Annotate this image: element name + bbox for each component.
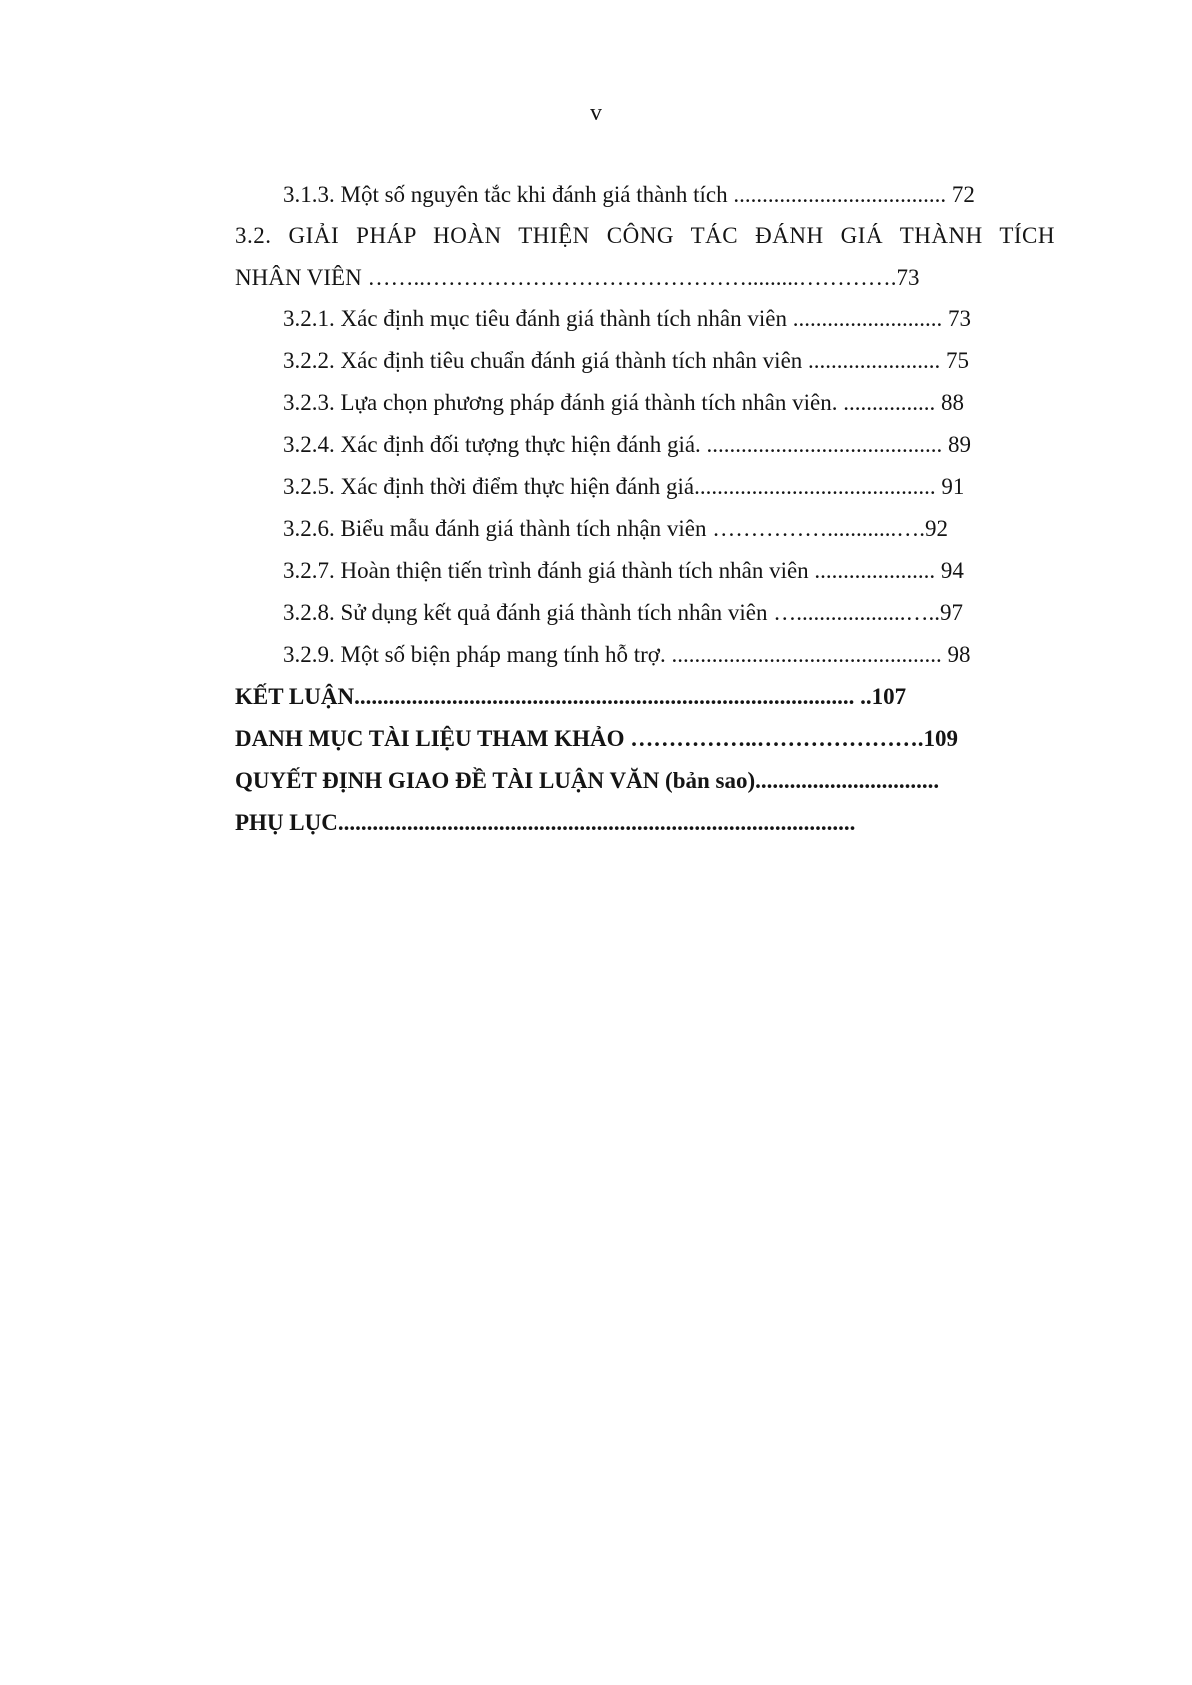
toc-entry-ket-luan[interactable]: KẾT LUẬN....................................................................................... ..107: [235, 684, 907, 709]
toc-entry-phu-luc[interactable]: PHỤ LỤC..........................................................................................: [235, 810, 856, 835]
toc-entry-3-2-1[interactable]: 3.2.1. Xác định mục tiêu đánh giá thành tích nhân viên .......................... 73: [283, 306, 971, 331]
toc-entry-3-2-heading[interactable]: 3.2. GIẢI PHÁP HOÀN THIỆN CÔNG TÁC ĐÁNH GIÁ THÀNH TÍCH: [235, 223, 1055, 248]
toc-entry-3-1-3[interactable]: 3.1.3. Một số nguyên tắc khi đánh giá thành tích ..................................... 72: [283, 182, 975, 207]
toc-entry-quyet-dinh[interactable]: QUYẾT ĐỊNH GIAO ĐỀ TÀI LUẬN VĂN (bản sao)................................: [235, 768, 940, 793]
toc-entry-3-2-5[interactable]: 3.2.5. Xác định thời điểm thực hiện đánh giá.......................................... 91: [283, 474, 965, 499]
toc-entry-3-2-9[interactable]: 3.2.9. Một số biện pháp mang tính hỗ trợ. ............................................... 98: [283, 642, 971, 667]
toc-entry-3-2-2[interactable]: 3.2.2. Xác định tiêu chuẩn đánh giá thành tích nhân viên ....................... 75: [283, 348, 970, 373]
toc-entry-3-2-4[interactable]: 3.2.4. Xác định đối tượng thực hiện đánh giá. ......................................... 89: [283, 432, 972, 457]
toc-entry-danh-muc-tai-lieu[interactable]: DANH MỤC TÀI LIỆU THAM KHẢO ……………..………………….109: [235, 726, 959, 751]
toc-entry-3-2-6[interactable]: 3.2.6. Biểu mẫu đánh giá thành tích nhận viên ……………............….92: [283, 516, 948, 541]
toc-entry-3-2-heading-cont[interactable]: NHÂN VIÊN ……..…………………………………….........………….73: [235, 265, 920, 290]
page-number: v: [590, 100, 602, 126]
toc-entry-3-2-7[interactable]: 3.2.7. Hoàn thiện tiến trình đánh giá thành tích nhân viên ..................... 94: [283, 558, 964, 583]
toc-entry-3-2-3[interactable]: 3.2.3. Lựa chọn phương pháp đánh giá thành tích nhân viên. ................ 88: [283, 390, 964, 415]
toc-entry-3-2-8[interactable]: 3.2.8. Sử dụng kết quả đánh giá thành tích nhân viên …...................…..97: [283, 600, 964, 625]
